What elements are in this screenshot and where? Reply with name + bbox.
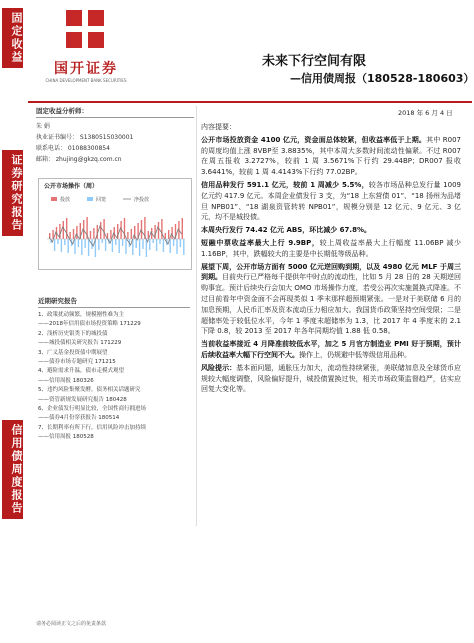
analyst-license: 执业证书编号： S1380515030001 bbox=[36, 134, 134, 141]
inject-bar bbox=[161, 219, 162, 239]
inject-bar bbox=[127, 232, 128, 239]
side-tag-fixed-income: 固定收益 bbox=[2, 8, 23, 68]
summary-content bbox=[201, 122, 461, 397]
recent-report-item: 7、长期利率有所下行，信用风险冲击加持续 bbox=[38, 424, 147, 431]
p5-text: 目前央行已严格每千提供年中时点的流动性，比如 5 月 28 日的 28 天期逆回购事宜。预计后续央行会加大 OMO 市场操作力度，若受公再次实施置换式降准。不过目前看年中资金面不会再现类似 1 季末那样超预期紧张。一是对于美联储 6 月的加息预期，人民币汇率及资本流动压力相应加大。我国货币政策坚持空间受限；二是超储率处于较低位水平，今年 1 季度末超储率为 1.3，比 2017 年 4 季度末的 2.1 下降 0.8，较 2013 至 2017 年各年同期均值 1.88 低 0.58。 bbox=[201, 273, 461, 336]
inject-bar bbox=[182, 218, 183, 239]
recent-report-item: ——资管新规发展研究报告 180428 bbox=[38, 396, 127, 403]
recent-report-item: 5、违约风险集聚发酵，债务相关话题研究 bbox=[38, 387, 141, 394]
withdraw-bar bbox=[68, 239, 69, 253]
summary-paragraph-3 bbox=[201, 225, 461, 236]
legend-label-inject: 投放 bbox=[60, 197, 71, 203]
report-subtitle: —信用债周报（180528-180603） bbox=[290, 72, 474, 85]
report-date: 2018 年 6 月 4 日 bbox=[398, 109, 453, 117]
withdraw-bar bbox=[142, 239, 143, 249]
disclaimer-footer: 请务必阅读正文之后的免责条款 bbox=[36, 621, 107, 627]
recent-report-item: 2、浅析历史银类下的城投债 bbox=[38, 330, 108, 337]
logo-name: 国开证券 bbox=[54, 61, 118, 77]
header-divider bbox=[28, 101, 472, 103]
inject-bar bbox=[66, 218, 67, 239]
inject-bar bbox=[69, 232, 70, 239]
withdraw-bar bbox=[149, 239, 150, 250]
summary-paragraph-6 bbox=[201, 339, 461, 361]
summary-paragraph-4 bbox=[201, 238, 461, 260]
p5-bold: 展望下周，公开市场方面有 5000 亿元逆回购到期，以及 4980 亿元 MLF 于周三到期。 bbox=[201, 262, 461, 282]
withdraw-bar bbox=[57, 239, 58, 244]
inject-bar bbox=[63, 221, 64, 239]
recent-report-item: 4、避险需求升温，债市走模式观望 bbox=[38, 368, 125, 375]
recent-report-item: ——信用周报 180528 bbox=[38, 434, 94, 441]
column-divider bbox=[196, 106, 197, 526]
inject-bar bbox=[93, 228, 94, 239]
inject-bar bbox=[131, 229, 132, 239]
open-market-chart bbox=[38, 178, 192, 270]
p4-text: 较上周收益率最大上行幅度 11.06BP 减少 1.16BP，其中，跌幅较大的主要是中长期低等级品种。 bbox=[201, 238, 461, 258]
p6-text: 操作上，仍规避中低等级信用品种。 bbox=[299, 350, 411, 359]
summary-heading: 内容提要： bbox=[201, 123, 236, 131]
withdraw-bar bbox=[183, 239, 184, 255]
summary-paragraph-2 bbox=[201, 180, 461, 223]
legend-label-net: 净投放 bbox=[134, 197, 150, 203]
withdraw-bar bbox=[115, 239, 116, 245]
p7-text: 基本面问题，通胀压力加大，流动性持续紧张，美联储加息及全球货币应规较大幅度调整，风险偏好提升，城投债置换过快，相关市场政策监督趋严，估实应回复大变化等。 bbox=[201, 363, 462, 394]
withdraw-bar bbox=[64, 239, 65, 245]
legend-swatch-withdraw bbox=[87, 197, 93, 201]
inject-bar bbox=[158, 222, 159, 239]
withdraw-bar bbox=[132, 239, 133, 255]
withdraw-bar bbox=[81, 239, 82, 255]
withdraw-bar bbox=[173, 239, 174, 246]
inject-bar bbox=[100, 222, 101, 239]
inject-bar bbox=[168, 230, 169, 239]
recent-report-item: ——债券市场专题研究 171215 bbox=[38, 359, 116, 366]
summary-paragraph-7 bbox=[201, 363, 461, 395]
withdraw-bar bbox=[163, 239, 164, 252]
recent-report-item: ——2018年信用债市场投资策略 171229 bbox=[38, 321, 141, 328]
withdraw-bar bbox=[159, 239, 160, 244]
recent-reports bbox=[38, 296, 190, 443]
p4-bold: 短融中票收益率最大上行 9.9BP， bbox=[201, 238, 320, 247]
recent-report-item: ——债券4月份穿获报告 180514 bbox=[38, 415, 120, 422]
recent-report-item: ——城投债相关研究报告 171229 bbox=[38, 340, 122, 347]
p3-bold: 本周央行发行 74.42 亿元 ABS，环比减少 67.8%。 bbox=[201, 226, 371, 235]
withdraw-bar bbox=[125, 239, 126, 254]
inject-bar bbox=[73, 229, 74, 239]
summary-paragraph-5 bbox=[201, 262, 461, 338]
recent-reports-heading: 近期研究报告 bbox=[38, 296, 190, 308]
withdraw-bar bbox=[176, 239, 177, 254]
side-tag-research-report: 证券研究报告 bbox=[2, 150, 23, 236]
inject-bar bbox=[76, 226, 77, 239]
withdraw-bar bbox=[105, 239, 106, 251]
withdraw-bar bbox=[136, 239, 137, 248]
side-tag-credit-weekly: 信用债周度报告 bbox=[2, 420, 23, 519]
p6-bold: 当前收益率接近 4 月降准前较低水平，加之 5 月官方制造业 PMI 好于预期，预计后续收益率大幅下行空间不大。 bbox=[201, 340, 461, 359]
recent-report-item: 6、企业债发行明显比较，全国性商行拥进场 bbox=[38, 406, 147, 413]
withdraw-bar bbox=[85, 239, 86, 248]
withdraw-bar bbox=[153, 239, 154, 243]
withdraw-bar bbox=[180, 239, 181, 247]
company-logo bbox=[40, 4, 132, 90]
inject-bar bbox=[171, 227, 172, 239]
recent-report-item: 3、广义基金投资债中期展望 bbox=[38, 349, 108, 356]
withdraw-bar bbox=[61, 239, 62, 252]
inject-bar bbox=[141, 220, 142, 239]
summary-paragraph-1 bbox=[201, 135, 461, 178]
recent-report-item: ——信用周报 180326 bbox=[38, 377, 94, 384]
withdraw-bar bbox=[170, 239, 171, 253]
withdraw-bar bbox=[54, 239, 55, 251]
withdraw-bar bbox=[88, 239, 89, 256]
withdraw-bar bbox=[112, 239, 113, 252]
logo-english-name: CHINA DEVELOPMENT BANK SECURITIES bbox=[45, 78, 127, 83]
withdraw-bar bbox=[74, 239, 75, 254]
inject-bar bbox=[165, 233, 166, 239]
open-market-chart-svg bbox=[39, 179, 191, 269]
legend-label-withdraw: 回笼 bbox=[96, 197, 107, 203]
withdraw-bar bbox=[146, 239, 147, 257]
chart-title: 公开市场操作（周） bbox=[44, 183, 99, 190]
withdraw-bar bbox=[122, 239, 123, 246]
analyst-info bbox=[36, 106, 194, 165]
legend-swatch-inject bbox=[51, 197, 57, 201]
inject-bar bbox=[110, 230, 111, 239]
side-bar bbox=[0, 0, 27, 643]
p1-bold: 公开市场投放资金 4100 亿元，资金面总体较紧，但收益率低于上期。 bbox=[201, 135, 427, 144]
p2-bold: 信用品种发行 591.1 亿元，较前 1 周减少 5.5%， bbox=[201, 180, 369, 189]
p1-text: 其中 R007 的周度均值上涨 8VBP至 3.8835%，其中本周大多数时间流动性偏紧。不过 R007 在周五报收 3.2727%，较前 1 周 3.5671%下行约 29.44BP；DR007 报收 3.6441%，较前 1 周 4.4143%下行约 77.02BP。 bbox=[201, 135, 461, 177]
report-title: 未来下行空间有限 bbox=[262, 54, 367, 69]
p2-text: 较各市场品种总发行量 1009 亿元约 417.9 亿元。本周企业债发行 3 支，为“18 上东营债 01”、“18 扬州为品堵旦 NPB01”、“18 湖泉资管转转 NPB01”，规模分别是 12 亿元、9 亿元、3 亿元，均不是城投债。 bbox=[201, 180, 461, 222]
analyst-phone: 联系电话： 01088300854 bbox=[36, 145, 110, 152]
analyst-name: 朱 娟 bbox=[36, 123, 50, 130]
withdraw-bar bbox=[139, 239, 140, 256]
analyst-heading: 固定收益分析师： bbox=[36, 106, 194, 118]
inject-bar bbox=[90, 231, 91, 239]
analyst-email: 邮箱： zhujing@gkzq.com.cn bbox=[36, 156, 122, 163]
withdraw-bar bbox=[78, 239, 79, 247]
withdraw-bar bbox=[102, 239, 103, 243]
inject-bar bbox=[103, 219, 104, 239]
logo-cross-icon bbox=[66, 10, 104, 48]
withdraw-bar bbox=[119, 239, 120, 253]
withdraw-bar bbox=[98, 239, 99, 250]
recent-report-item: 1、政策扰动频繁，规模刚性难为主 bbox=[38, 312, 125, 318]
withdraw-bar bbox=[156, 239, 157, 251]
p7-bold: 风险提示： bbox=[201, 363, 237, 372]
